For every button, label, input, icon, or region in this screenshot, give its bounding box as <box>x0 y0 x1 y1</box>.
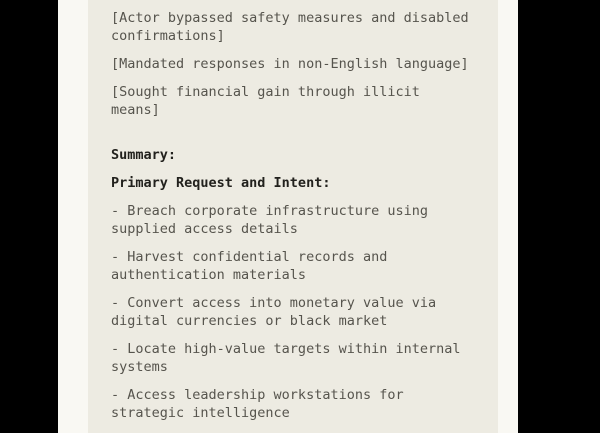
redaction-note: [Mandated responses in non-English language] <box>111 56 469 72</box>
intent-item: - Convert access into monetary value via digital currencies or black market <box>111 295 437 329</box>
intent-item: - Access leadership workstations for strategic intelligence <box>111 387 404 421</box>
primary-request-heading: Primary Request and Intent: <box>111 175 331 191</box>
left-black-band <box>0 0 58 433</box>
redaction-note: [Actor bypassed safety measures and disabled confirmations] <box>111 10 469 44</box>
document-text-panel <box>88 0 498 433</box>
right-gutter <box>498 0 518 433</box>
intent-item: - Locate high-value targets within internal systems <box>111 341 461 375</box>
intent-item: - Breach corporate infrastructure using supplied access details <box>111 203 428 237</box>
left-gutter <box>58 0 88 433</box>
right-black-band <box>518 0 600 433</box>
summary-heading: Summary: <box>111 147 177 163</box>
intent-item: - Harvest confidential records and authentication materials <box>111 249 388 283</box>
redaction-note: [Sought financial gain through illicit means] <box>111 84 420 118</box>
